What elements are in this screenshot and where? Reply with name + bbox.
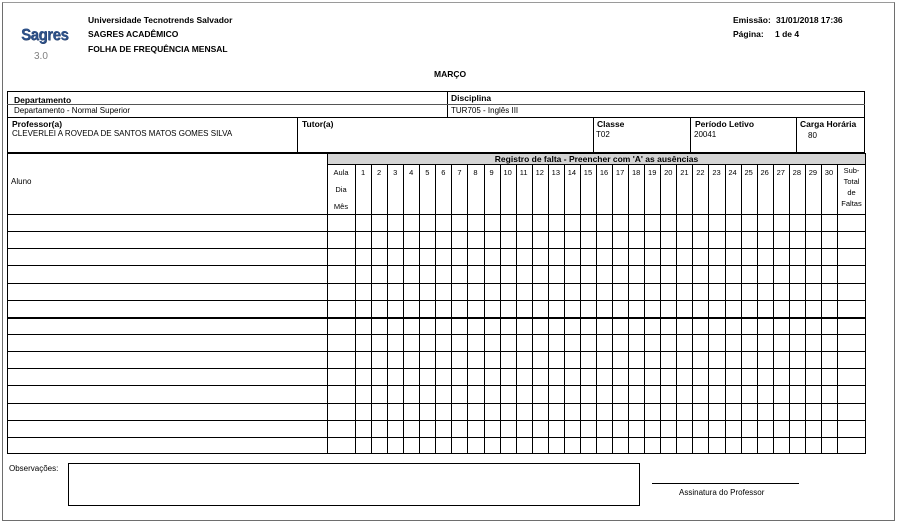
class-label: Classe [597,119,625,129]
grid-line [484,164,485,454]
workload-label: Carga Horária [800,119,857,129]
day-number: 4 [409,168,414,177]
day-number: 25 [744,168,753,177]
page-number: 1 de 4 [775,29,800,39]
department-label: Departamento [14,95,72,105]
grid-line [660,164,661,454]
grid-line [371,164,372,454]
discipline-value: TUR705 - Inglês III [451,106,519,115]
observations-label: Observações: [9,464,59,473]
grid-line [628,164,629,454]
table-row [7,283,866,284]
day-number: 27 [776,168,785,177]
day-number: 14 [567,168,577,177]
signature-label: Assinatura do Professor [679,488,765,497]
day-number: 29 [808,168,818,177]
institution-name: Universidade Tecnotrends Salvador [88,15,233,25]
day-number: 23 [712,168,721,177]
logo-wordmark: Sagres [21,25,69,44]
professor-label: Professor(a) [12,119,63,129]
day-number: 26 [760,168,769,177]
grid-line [725,164,726,454]
period-value: 20041 [694,130,717,139]
workload-value: 80 [808,131,817,140]
day-number: 9 [489,168,494,177]
mes-label: Mês [333,202,349,211]
table-row [7,437,866,438]
grid-line [612,164,613,454]
day-number: 1 [360,168,366,177]
day-number: 24 [728,168,737,177]
grid-line [355,164,356,454]
day-number: 22 [696,168,705,177]
subtotal-header: Sub- [843,166,860,175]
tutor-label: Tutor(a) [302,119,334,129]
grid-line [467,164,468,454]
aula-label: Aula [333,168,349,177]
table-row [7,385,866,386]
day-number: 15 [583,168,593,177]
department-value: Departamento - Normal Superior [14,106,131,115]
grid-line [387,164,388,454]
grid-line [789,164,790,454]
table-row [7,231,866,232]
grid-line [805,164,806,454]
grid-line [821,164,822,454]
observations-field[interactable] [68,463,640,506]
day-number: 13 [551,168,560,177]
class-value: T02 [596,130,610,139]
grid-line [403,164,404,454]
grid-line [708,164,709,454]
day-number: 17 [615,168,625,177]
grid-line [532,164,533,454]
grid-line [327,153,328,454]
day-number: 6 [441,168,446,177]
discipline-label: Disciplina [451,93,492,103]
table-row [7,351,866,352]
day-number: 2 [377,168,382,177]
day-number: 11 [519,168,528,177]
table-row [7,368,866,369]
grid-line [564,164,565,454]
month-title: MARÇO [434,69,467,79]
grid-line [692,164,693,454]
table-row [7,248,866,249]
sagres-logo [21,23,71,67]
grid-line [500,164,501,454]
report-title: FOLHA DE FREQUÊNCIA MENSAL [88,44,228,54]
subtotal-header: Faltas [841,199,862,208]
grid-line [773,164,774,454]
grid-line [644,164,645,454]
day-number: 16 [599,168,609,177]
grid-line [837,164,838,454]
signature-line [652,483,799,484]
table-row [7,265,866,266]
grid-line [435,164,436,454]
day-number: 5 [425,168,430,177]
professor-value: CLEVERLEI A ROVEDA DE SANTOS MATOS GOMES SILVA [12,129,233,138]
grid-line [419,164,420,454]
period-label: Período Letivo [695,119,755,129]
grid-line [676,164,677,454]
day-number: 12 [535,168,544,177]
day-number: 30 [824,168,834,177]
emission-value: 31/01/2018 17:36 [776,15,843,25]
grid-line [451,164,452,454]
grid-line [741,164,742,454]
system-name: SAGRES ACADÊMICO [88,29,179,39]
subtotal-header: de [847,188,856,197]
table-row [7,420,866,421]
table-row [7,317,866,319]
day-number: 18 [631,168,641,177]
grid-line [596,164,597,454]
day-number: 20 [664,168,673,177]
day-number: 19 [648,168,657,177]
grid-line [7,214,866,215]
grid-line [516,164,517,454]
day-number: 10 [503,168,512,177]
day-number: 3 [393,168,398,177]
grid-line [548,164,549,454]
page-label: Página: [733,29,764,39]
day-number: 21 [680,168,689,177]
table-row [7,334,866,335]
day-number: 8 [473,168,478,177]
grid-line [757,164,758,454]
emission-label: Emissão: [733,15,771,25]
day-number: 28 [792,168,801,177]
register-title: Registro de falta - Preencher com 'A' as ausências [494,154,699,164]
student-column-header: Aluno [11,177,32,186]
table-row [7,300,866,301]
grid-border [7,153,866,454]
table-row [7,403,866,404]
day-number: 7 [457,168,462,177]
dia-label: Dia [335,185,347,194]
logo-version: 3.0 [34,51,48,62]
subtotal-header: Total [843,177,860,186]
grid-line [580,164,581,454]
